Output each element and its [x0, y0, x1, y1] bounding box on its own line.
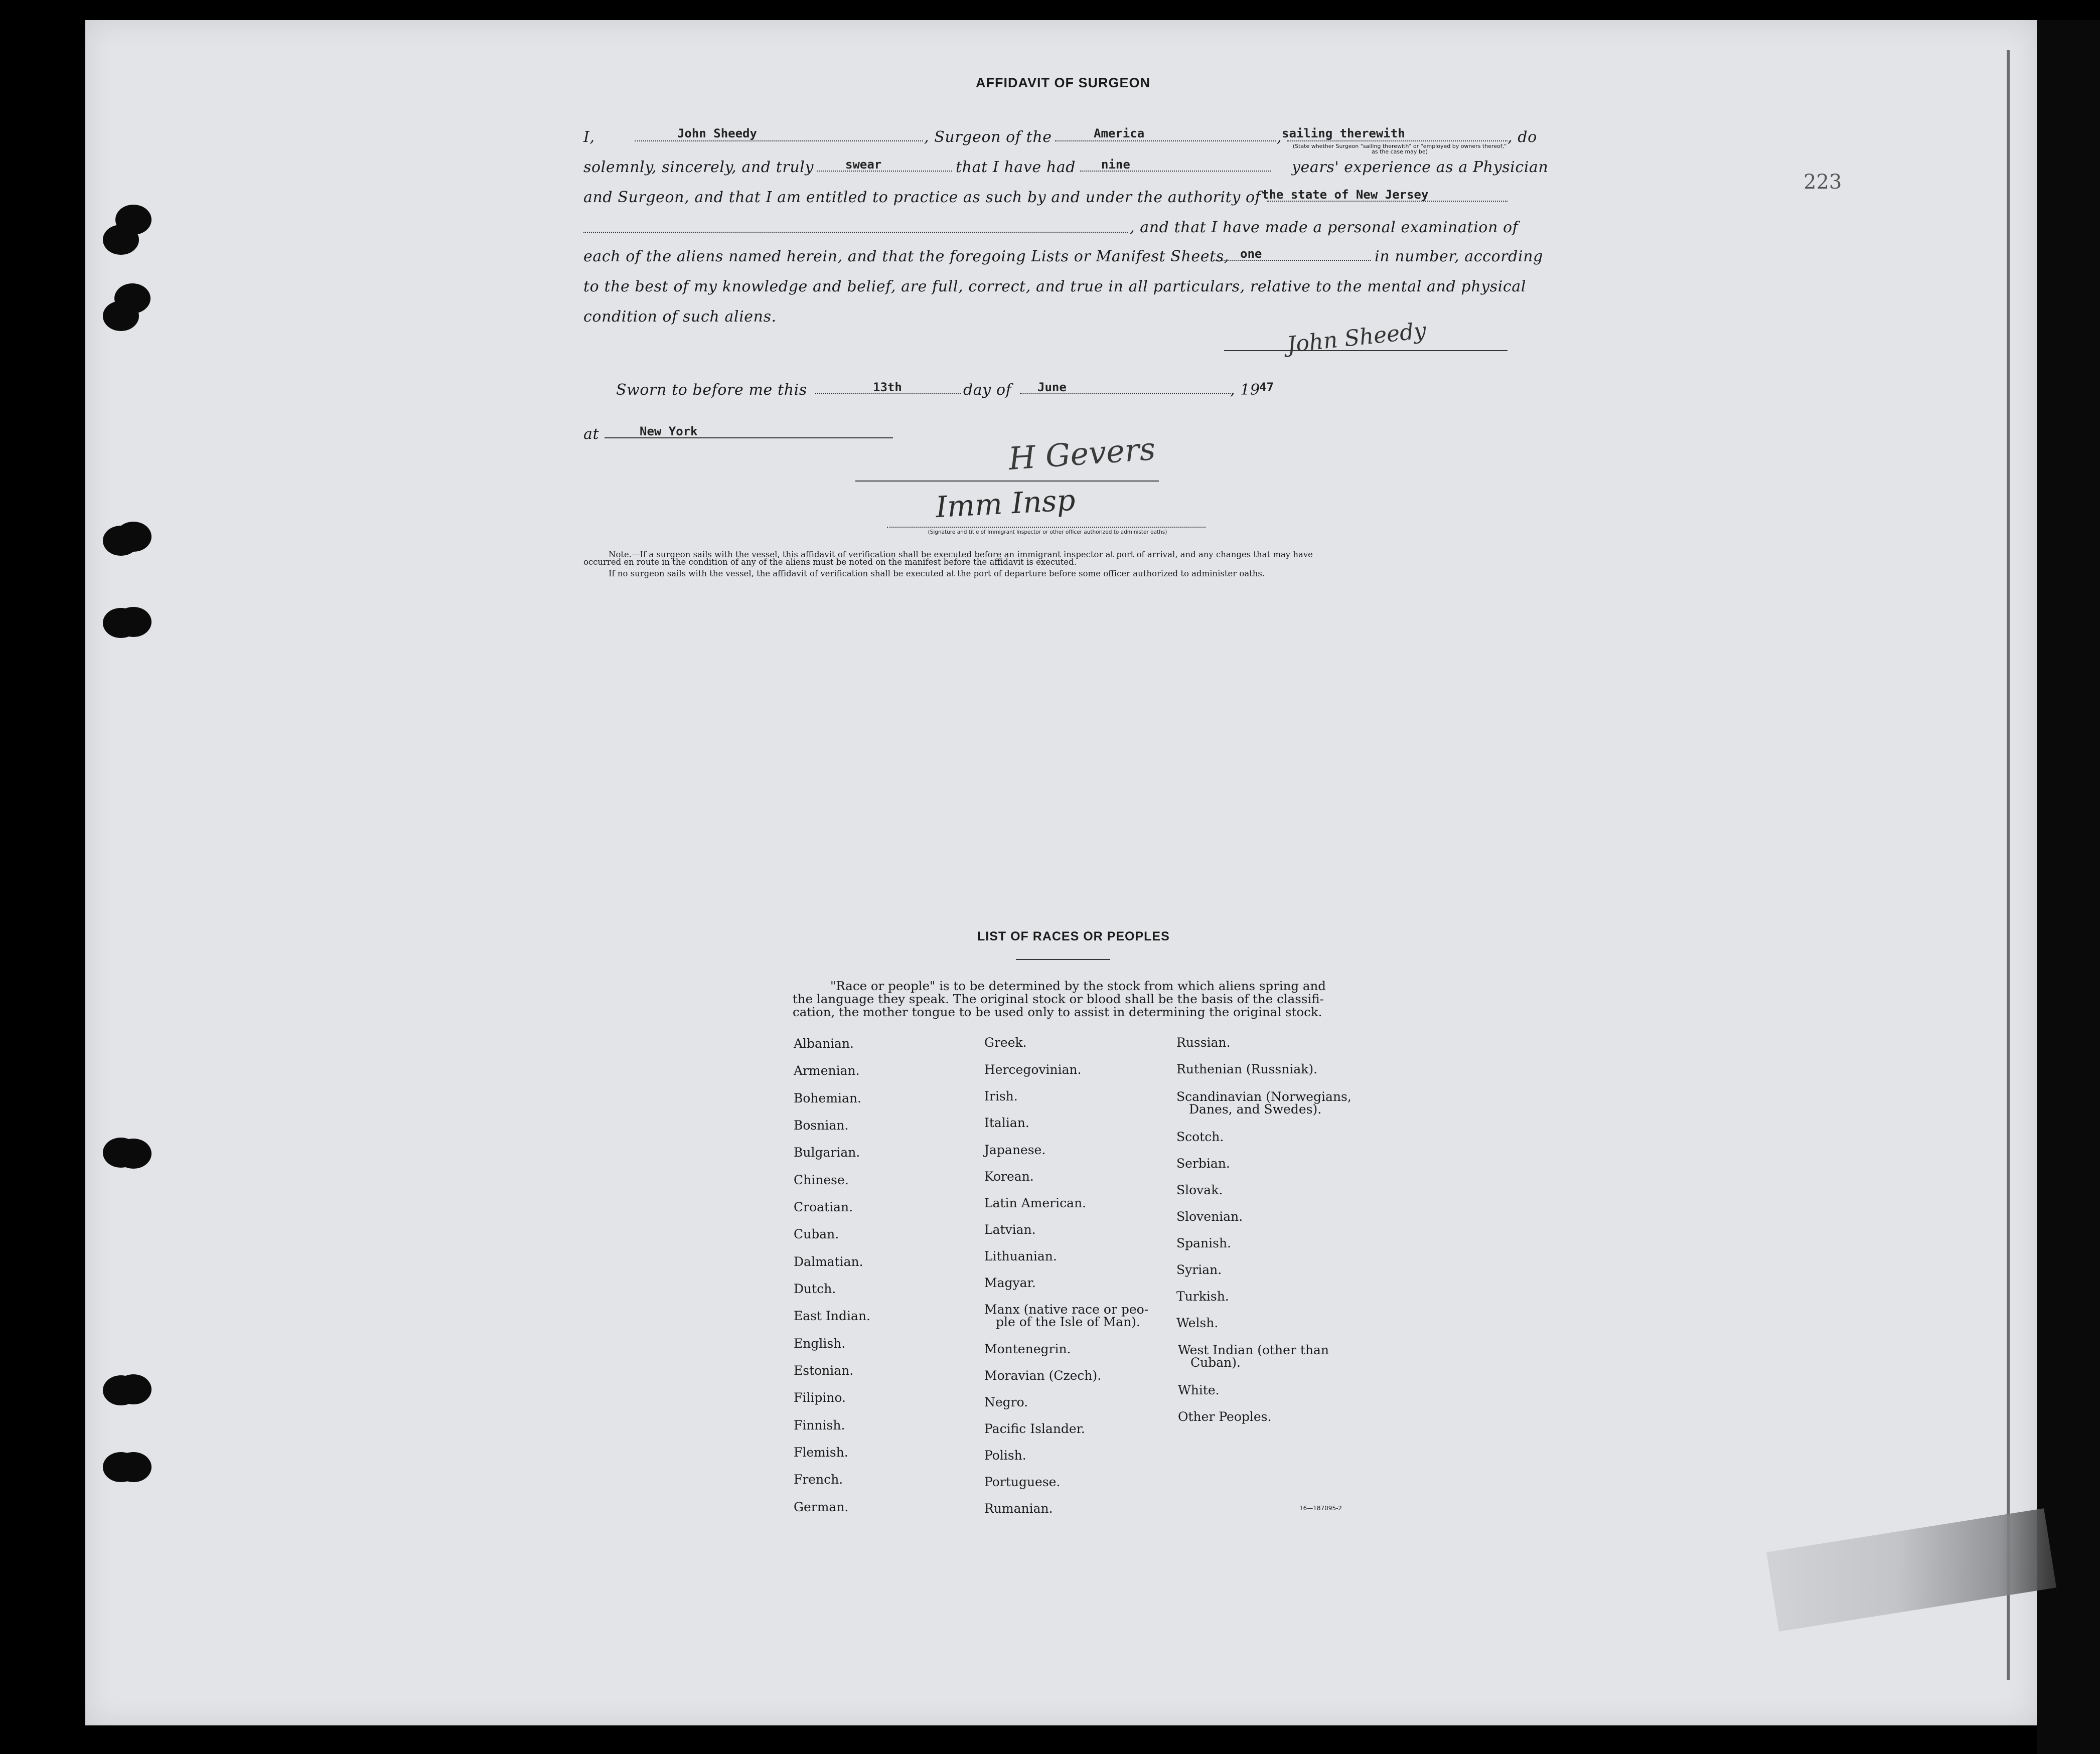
race-item: West Indian (other than	[1178, 1343, 1329, 1357]
text-years-experience: years' experience as a Physician	[1292, 158, 1549, 176]
race-item: Negro.	[984, 1395, 1028, 1409]
sworn-day: 13th	[873, 380, 902, 394]
officer-caption: (Signature and title of Immigrant Inspector or other officer authorized to administer oaths)	[928, 529, 1167, 535]
surgeon-name: John Sheedy	[677, 126, 757, 140]
text-in-number: in number, according	[1375, 248, 1543, 265]
race-item: Cuban.	[794, 1227, 839, 1241]
race-item: Flemish.	[794, 1445, 848, 1460]
race-item: Bosnian.	[794, 1118, 849, 1133]
race-item: Portuguese.	[984, 1475, 1061, 1489]
race-item: Syrian.	[1176, 1262, 1222, 1277]
sworn-month: June	[1037, 380, 1067, 394]
race-item: Magyar.	[984, 1275, 1036, 1290]
text-aliens: each of the aliens named herein, and that the foregoing Lists or Manifest Sheets,	[583, 248, 1229, 265]
text-condition: condition of such aliens.	[583, 308, 777, 326]
text-sworn: Sworn to before me this	[616, 381, 807, 399]
race-item: Slovak.	[1176, 1183, 1223, 1197]
race-item: Scandinavian (Norwegians,	[1176, 1089, 1352, 1104]
vessel-field-line	[1055, 140, 1276, 141]
sworn-year: 47	[1259, 380, 1274, 394]
race-item: Turkish.	[1176, 1289, 1229, 1304]
sheets-field-line	[1213, 260, 1371, 261]
race-item: Latin American.	[984, 1196, 1087, 1210]
sworn-place: New York	[640, 424, 698, 438]
races-title: LIST OF RACES OR PEOPLES	[977, 929, 1170, 943]
punch-hole	[103, 225, 139, 255]
document-page	[85, 20, 2037, 1725]
text-personal-examination: , and that I have made a personal examination of	[1130, 219, 1519, 236]
text-at: at	[583, 425, 599, 443]
race-item: Korean.	[984, 1169, 1034, 1184]
race-item: Spanish.	[1176, 1236, 1232, 1250]
page-edge	[2007, 50, 2010, 1680]
text-solemnly: solemnly, sincerely, and truly	[583, 158, 814, 176]
name-field-line	[635, 140, 923, 141]
text-i: I,	[583, 128, 595, 146]
race-item: Irish.	[984, 1089, 1018, 1103]
punch-hole	[103, 301, 139, 331]
race-item: Rumanian.	[984, 1501, 1053, 1516]
race-item: Filipino.	[794, 1390, 846, 1405]
race-item: Lithuanian.	[984, 1249, 1057, 1263]
note-line-2: occurred en route in the condition of any of the aliens must be noted on the manifest before the affidavit is executed.	[583, 557, 1077, 567]
text-have-had: that I have had	[956, 158, 1076, 176]
race-item: Finnish.	[794, 1418, 845, 1432]
punch-hole	[103, 1375, 139, 1405]
race-item: Croatian.	[794, 1200, 853, 1214]
officer-title-signature: Imm Insp	[935, 483, 1077, 525]
oath-field-line	[817, 171, 952, 172]
officer-signature-line	[855, 481, 1159, 482]
race-item: Serbian.	[1176, 1156, 1230, 1171]
races-intro-1: "Race or people" is to be determined by the stock from which aliens spring and	[830, 979, 1326, 993]
punch-hole	[103, 526, 139, 556]
officer-signature: H Gevers	[1007, 430, 1157, 477]
punch-hole	[103, 1452, 139, 1482]
sailing-hint: (State whether Surgeon "sailing therewith" or "employed by owners thereof," as the case may be)	[1292, 143, 1507, 155]
race-item: Welsh.	[1176, 1316, 1219, 1330]
text-best-knowledge: to the best of my knowledge and belief, are full, correct, and true in all particulars, relative to the mental and physical	[583, 278, 1526, 295]
text-surgeon-of: , Surgeon of the	[924, 128, 1052, 146]
text-and-surgeon: and Surgeon, and that I am entitled to practice as such by and under the authority of	[583, 189, 1261, 206]
comma: ,	[1277, 128, 1282, 146]
race-item: Italian.	[984, 1115, 1029, 1130]
race-item: Dutch.	[794, 1282, 836, 1296]
punch-hole	[103, 608, 139, 638]
race-item: Dalmatian.	[794, 1254, 863, 1269]
scan-border	[2037, 20, 2100, 1754]
race-item: Slovenian.	[1176, 1209, 1243, 1224]
race-item: French.	[794, 1472, 843, 1487]
race-item: Bohemian.	[794, 1091, 861, 1105]
race-item: Scotch.	[1176, 1130, 1224, 1144]
sheets-count: one	[1240, 247, 1262, 261]
page-number: 223	[1804, 171, 1842, 194]
race-item: Manx (native race or peo-	[984, 1302, 1149, 1317]
race-item: White.	[1178, 1383, 1220, 1397]
officer-caption-line	[887, 527, 1206, 528]
races-intro-2: the language they speak. The original stock or blood shall be the basis of the classifi-	[793, 992, 1324, 1006]
race-item: Estonian.	[794, 1363, 854, 1378]
race-item: Greek.	[984, 1035, 1027, 1050]
race-item: Latvian.	[984, 1222, 1036, 1237]
race-item: Danes, and Swedes).	[1189, 1102, 1322, 1117]
races-title-rule	[1016, 959, 1110, 960]
sailing-field-line	[1287, 140, 1508, 141]
race-item: German.	[794, 1500, 849, 1514]
authority: the state of New Jersey	[1262, 188, 1429, 202]
race-item: Albanian.	[794, 1036, 854, 1051]
oath-word: swear	[845, 157, 882, 172]
sailing-status: sailing therewith	[1282, 126, 1405, 140]
race-item: Hercegovinian.	[984, 1062, 1082, 1077]
form-code: 16—187095-2	[1299, 1505, 1342, 1512]
years-count: nine	[1101, 157, 1130, 172]
text-day-of: day of	[963, 381, 1012, 399]
race-item: Ruthenian (Russniak).	[1176, 1062, 1318, 1076]
race-item: Cuban).	[1190, 1355, 1241, 1370]
race-item: Pacific Islander.	[984, 1421, 1085, 1436]
race-item: Japanese.	[984, 1143, 1046, 1157]
surgeon-signature: John Sheedy	[1286, 317, 1428, 358]
note-line-1: Note.—If a surgeon sails with the vessel, this affidavit of verification shall be executed before an immigrant inspector at port of arrival, and any changes that may have	[609, 550, 1313, 559]
text-year-prefix: , 19	[1230, 381, 1260, 399]
race-item: Chinese.	[794, 1173, 849, 1187]
vessel-name: America	[1094, 126, 1145, 140]
race-item: Other Peoples.	[1178, 1409, 1272, 1424]
authority-continuation-line	[583, 232, 1128, 233]
race-item: East Indian.	[794, 1309, 870, 1323]
race-item: Bulgarian.	[794, 1145, 860, 1160]
race-item: Polish.	[984, 1448, 1026, 1463]
affidavit-title: AFFIDAVIT OF SURGEON	[976, 75, 1150, 90]
punch-hole	[103, 1138, 139, 1168]
race-item: Moravian (Czech).	[984, 1368, 1102, 1383]
race-item: Armenian.	[794, 1063, 860, 1078]
race-item: Russian.	[1176, 1035, 1231, 1050]
race-item: Montenegrin.	[984, 1342, 1071, 1356]
race-item: English.	[794, 1336, 846, 1351]
signature-line	[1224, 350, 1508, 351]
text-do: , do	[1508, 128, 1537, 146]
note-line-3: If no surgeon sails with the vessel, the affidavit of verification shall be executed at the port of departure before some officer authorized to administer oaths.	[609, 569, 1265, 578]
races-intro-3: cation, the mother tongue to be used only to assist in determining the original stock.	[793, 1005, 1322, 1019]
race-item: ple of the Isle of Man).	[996, 1315, 1140, 1329]
